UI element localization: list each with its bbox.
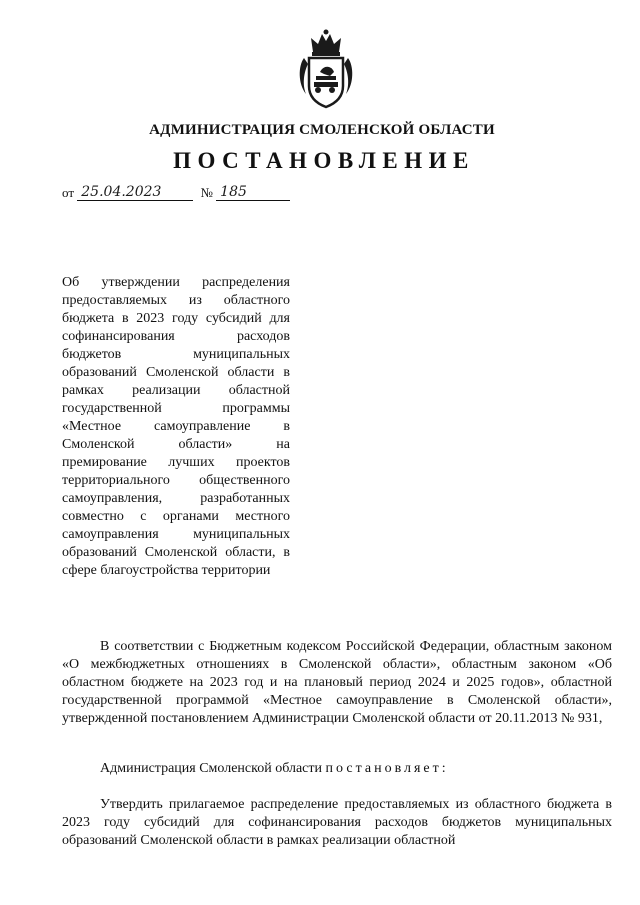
number-prefix: № xyxy=(200,185,213,200)
handwritten-date: 25.04.2023 xyxy=(77,184,193,201)
document-type-title: ПОСТАНОВЛЕНИЕ xyxy=(173,148,475,173)
preamble-paragraph: В соответствии с Бюджетным кодексом Российской Федерации, областным законом «О межбюджетных отношениях в Смоленской области», областным законом «Об областном бюджете на 2023 год и на плановый период 2024 и 2025 годов», областной государственной программой «Местное самоуправление в Смоленской области», утвержденной постановлением Администрации Смоленской области от 20.11.2013 № 931, xyxy=(62,639,612,726)
handwritten-number: 185 xyxy=(216,184,290,201)
smolensk-coat-of-arms-icon xyxy=(296,28,356,110)
date-prefix: от xyxy=(62,185,75,200)
organization-title: АДМИНИСТРАЦИЯ СМОЛЕНСКОЙ ОБЛАСТИ xyxy=(149,122,495,138)
item-1-paragraph: Утвердить прилагаемое распределение предоставляемых из областного бюджета в 2023 году субсидий для софинансирования расходов бюджетов муниципальных образований Смоленской области в рамках реализации областной xyxy=(62,797,612,848)
document-subject: Об утверждении распределения предоставляемых из областного бюджета в 2023 году субсидий для софинансирования расходов бюджетов муниципальных образований Смоленской области в рамках реализации областной государственной программы «Местное самоуправление в Смоленской области» на премирование лучших проектов территориального общественного самоуправления, разработанных совместно с органами местного самоуправления муниципальных образований Смоленской области, в сфере благоустройства территории xyxy=(62,275,290,578)
decree-lead: Администрация Смоленской области xyxy=(100,761,323,776)
decree-word: постановляет: xyxy=(325,761,449,776)
decree-statement xyxy=(62,760,612,778)
date-number-line xyxy=(62,184,290,201)
